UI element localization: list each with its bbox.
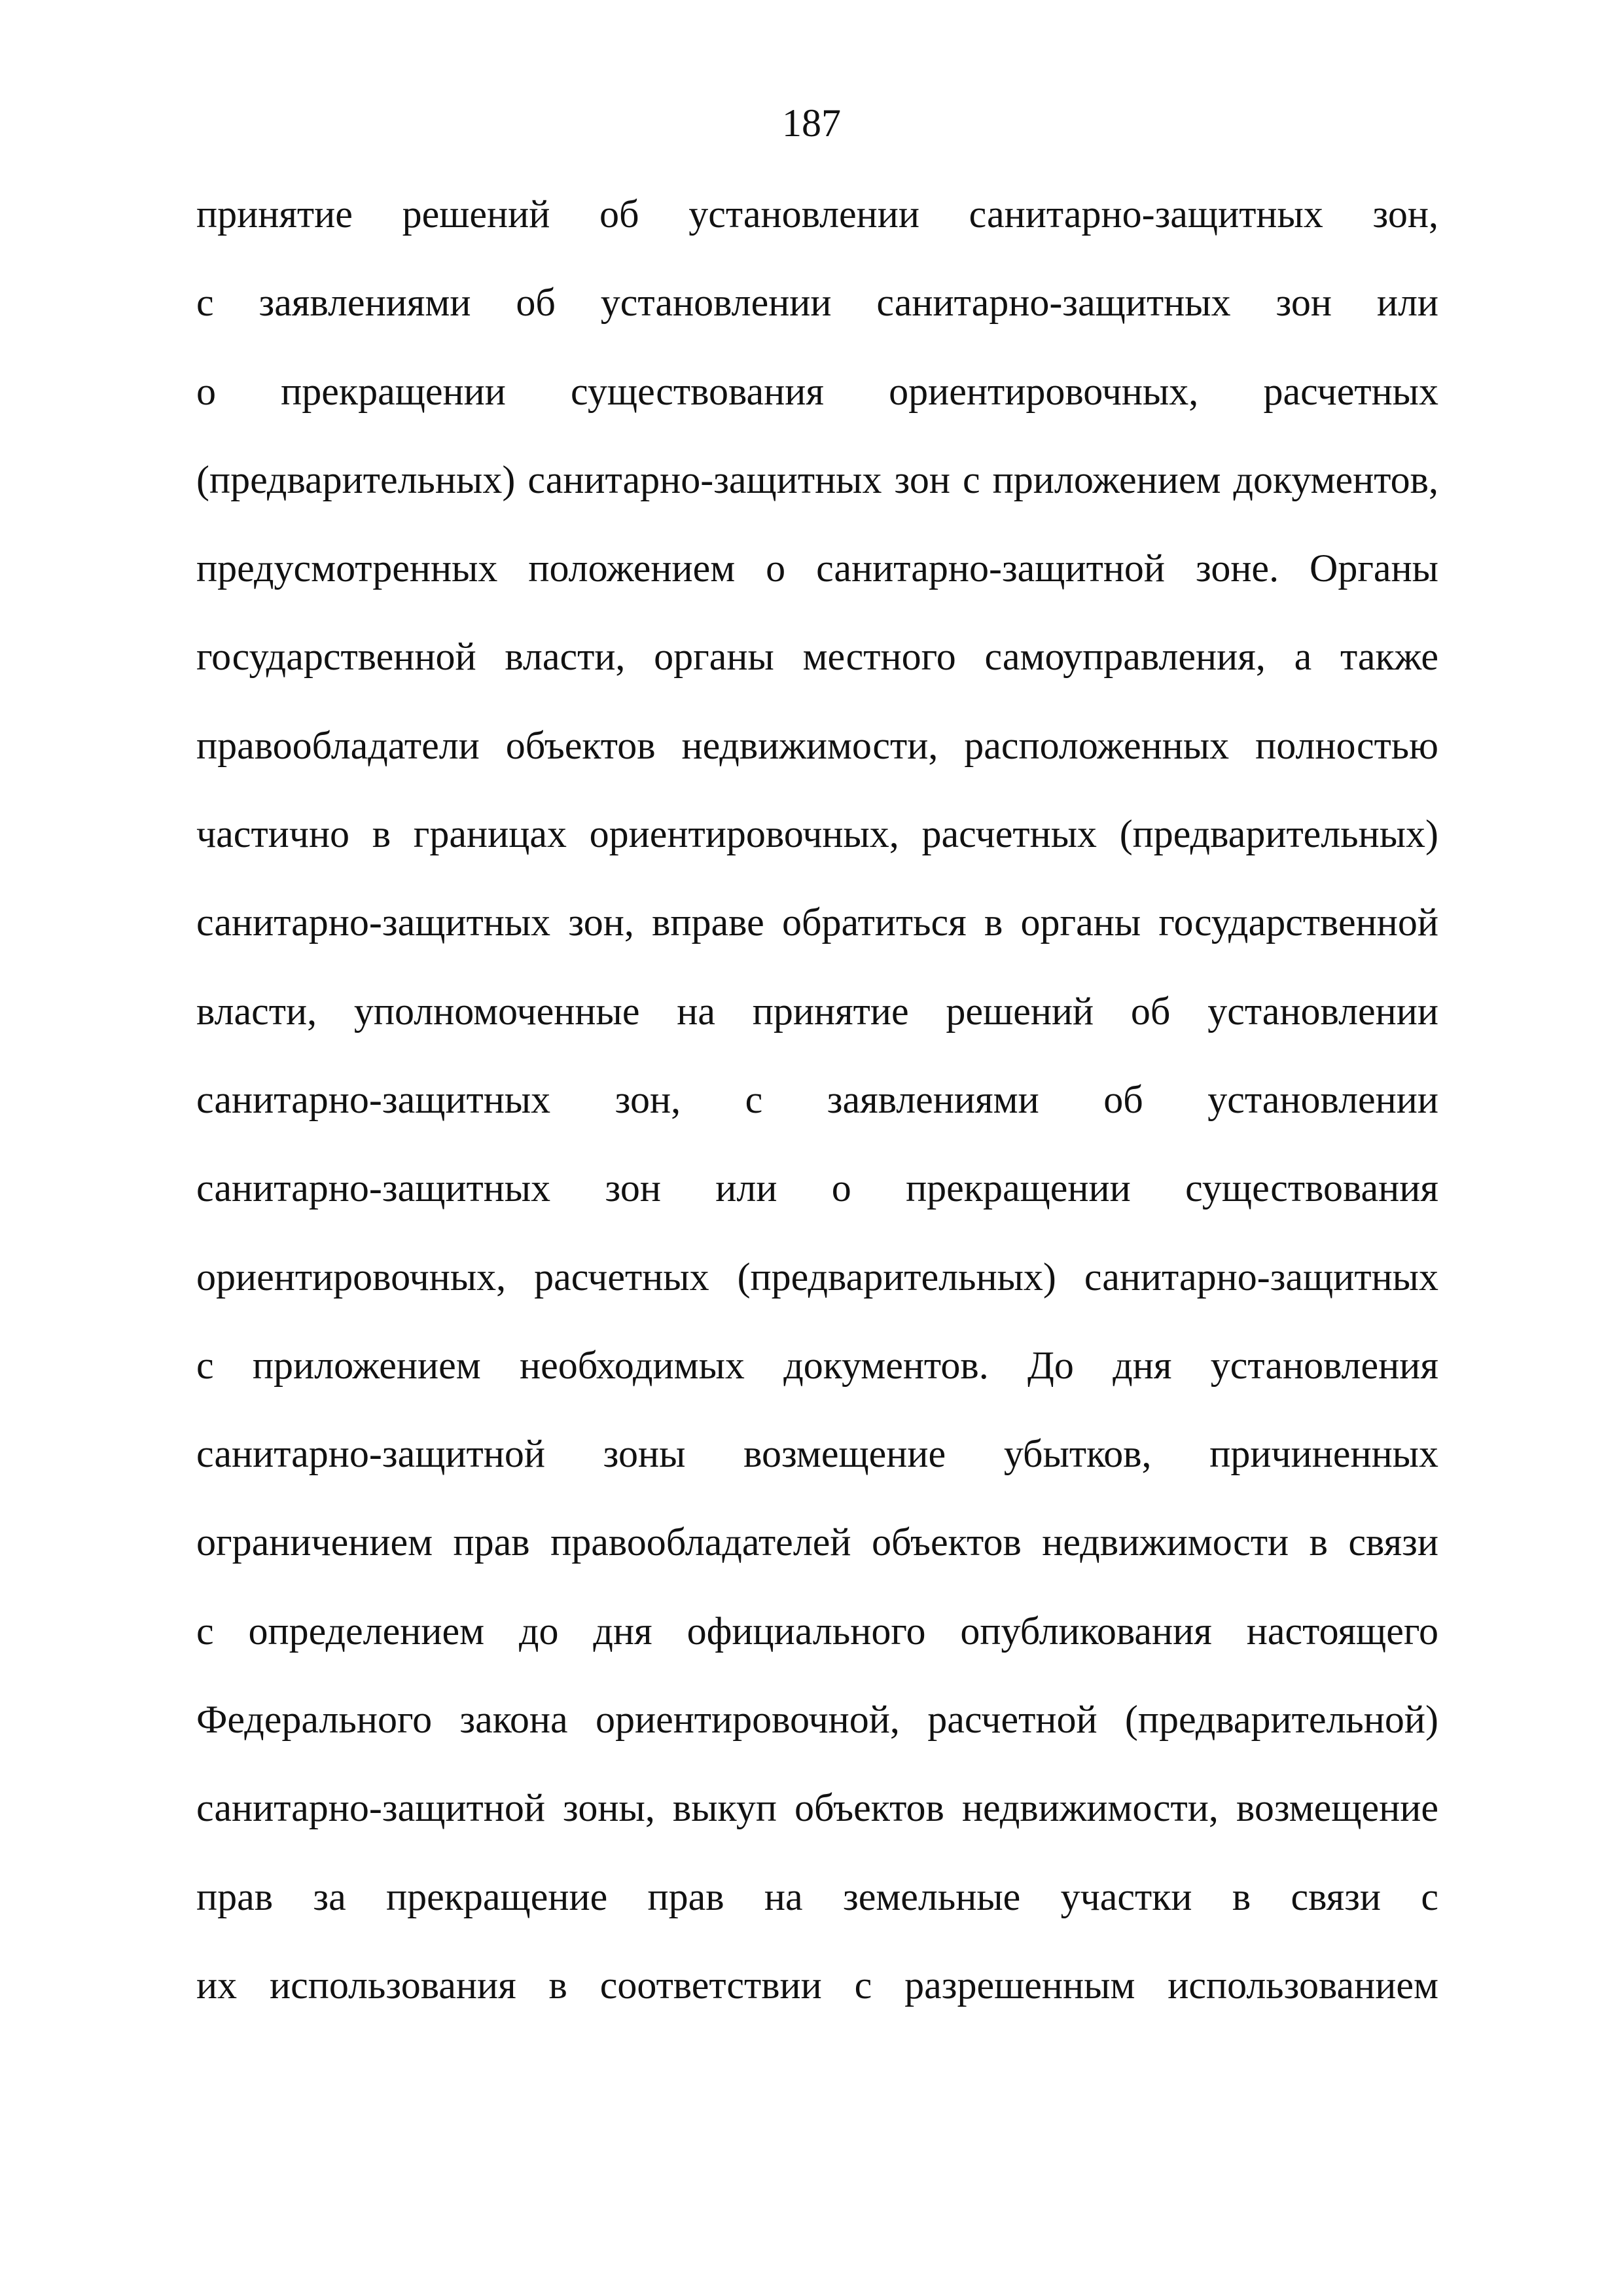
text-line: санитарно-защитной зоны возмещение убытков, причиненных [196, 1432, 1438, 1476]
text-line: их использования в соответствии с разрешенным использованием [196, 1963, 1438, 2007]
text-line: санитарно-защитных зон, с заявлениями об установлении [196, 1077, 1438, 1121]
body-text [196, 170, 1438, 2030]
text-line: власти, уполномоченные на принятие решений об установлении [196, 989, 1438, 1033]
text-line: санитарно-защитной зоны, выкуп объектов недвижимости, возмещение [196, 1786, 1438, 1830]
text-line: принятие решений об установлении санитарно-защитных зон, [196, 192, 1438, 236]
text-line: правообладатели объектов недвижимости, расположенных полностью [196, 723, 1438, 767]
text-line: санитарно-защитных зон, вправе обратиться в органы государственной [196, 901, 1438, 944]
page-number: 187 [782, 101, 841, 145]
text-line: с заявлениями об установлении санитарно-защитных зон или [196, 281, 1438, 325]
text-line: (предварительных) санитарно-защитных зон с приложением документов, [196, 457, 1438, 501]
text-line: прав за прекращение прав на земельные участки в связи с [196, 1874, 1438, 1918]
text-line: ориентировочных, расчетных (предварительных) санитарно-защитных [196, 1255, 1438, 1299]
text-line: ограничением прав правообладателей объектов недвижимости в связи [196, 1520, 1438, 1564]
text-line: о прекращении существования ориентировочных, расчетных [196, 369, 1438, 413]
text-line: Федерального закона ориентировочной, расчетной (предварительной) [196, 1698, 1438, 1742]
text-line: санитарно-защитных зон или о прекращении существования [196, 1166, 1438, 1210]
text-line: с определением до дня официального опубликования настоящего [196, 1609, 1438, 1653]
text-line: с приложением необходимых документов. До дня установления [196, 1343, 1438, 1387]
text-line: государственной власти, органы местного самоуправления, а также [196, 635, 1438, 679]
text-line: частично в границах ориентировочных, расчетных (предварительных) [196, 812, 1438, 856]
text-line: предусмотренных положением о санитарно-защитной зоне. Органы [196, 547, 1438, 590]
